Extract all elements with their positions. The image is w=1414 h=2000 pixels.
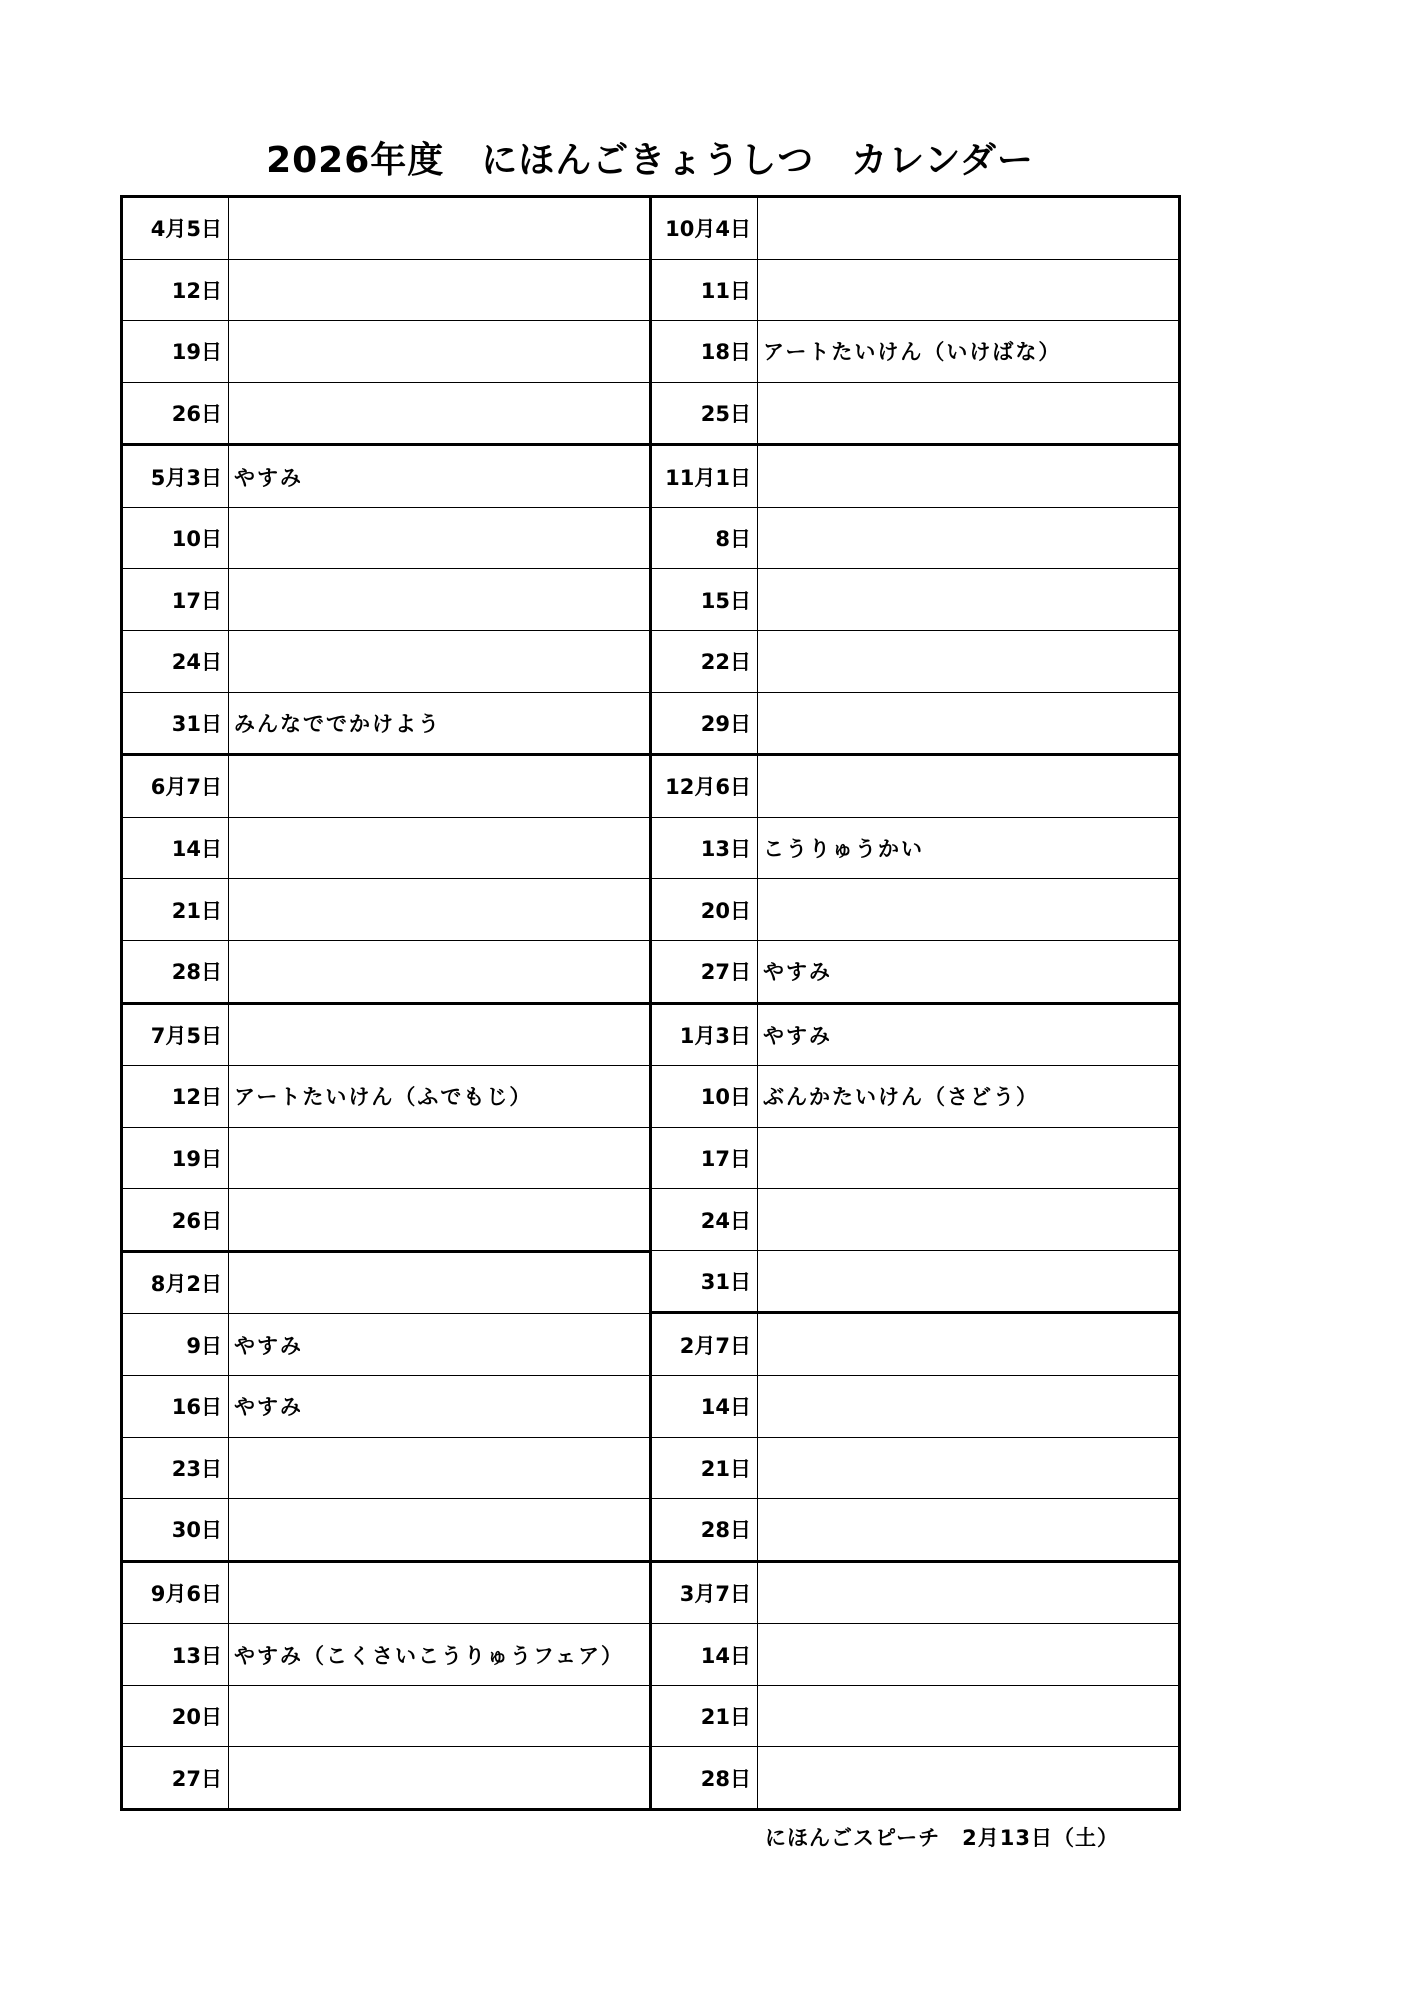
date-cell: 31日 bbox=[123, 693, 229, 754]
event-cell: アートたいけん（いけばな） bbox=[763, 340, 1062, 365]
date-cell: 12日 bbox=[123, 260, 229, 321]
calendar-row bbox=[123, 753, 649, 817]
date-cell: 27日 bbox=[123, 1747, 229, 1808]
date-cell: 9日 bbox=[123, 1314, 229, 1375]
calendar-row bbox=[652, 1498, 1178, 1560]
date-cell: 19日 bbox=[123, 1128, 229, 1189]
date-cell: 14日 bbox=[652, 1376, 758, 1437]
event-cell bbox=[758, 1747, 1178, 1808]
calendar-row bbox=[123, 878, 649, 940]
calendar-row bbox=[123, 1375, 649, 1437]
calendar-row bbox=[123, 817, 649, 879]
date-cell: 24日 bbox=[123, 631, 229, 692]
event-cell bbox=[229, 569, 649, 630]
event-cell bbox=[229, 818, 649, 879]
event-cell bbox=[229, 756, 649, 817]
calendar-row bbox=[652, 1560, 1178, 1624]
event-cell bbox=[758, 260, 1178, 321]
calendar-row bbox=[652, 259, 1178, 321]
calendar-row bbox=[652, 1311, 1178, 1375]
date-cell: 19日 bbox=[123, 321, 229, 382]
calendar-row bbox=[123, 1127, 649, 1189]
calendar-row bbox=[123, 1002, 649, 1066]
calendar-row bbox=[652, 878, 1178, 940]
date-cell: 3月7日 bbox=[652, 1563, 758, 1624]
calendar-row bbox=[652, 1746, 1178, 1808]
calendar-row bbox=[123, 1250, 649, 1314]
calendar-row bbox=[652, 443, 1178, 507]
event-cell bbox=[758, 508, 1178, 569]
date-cell: 28日 bbox=[652, 1747, 758, 1808]
event-cell bbox=[758, 569, 1178, 630]
event-cell bbox=[229, 383, 649, 444]
event-cell bbox=[229, 260, 649, 321]
calendar-row bbox=[123, 382, 649, 444]
calendar-column-oct-mar bbox=[649, 198, 1178, 1808]
event-cell bbox=[758, 198, 1178, 259]
date-cell: 20日 bbox=[123, 1686, 229, 1747]
event-cell bbox=[229, 1563, 649, 1624]
event-cell bbox=[758, 1251, 1178, 1312]
date-cell: 29日 bbox=[652, 693, 758, 754]
event-cell bbox=[758, 1624, 1178, 1685]
calendar-row bbox=[652, 1188, 1178, 1250]
calendar-row bbox=[652, 1623, 1178, 1685]
event-cell bbox=[758, 1189, 1178, 1250]
date-cell: 8月2日 bbox=[123, 1253, 229, 1314]
calendar-row bbox=[652, 382, 1178, 444]
date-cell: 13日 bbox=[123, 1624, 229, 1685]
event-cell bbox=[229, 508, 649, 569]
calendar-row bbox=[123, 1623, 649, 1685]
event-cell: やすみ bbox=[234, 465, 303, 490]
date-cell: 4月5日 bbox=[123, 198, 229, 259]
date-cell: 14日 bbox=[123, 818, 229, 879]
date-cell: 8日 bbox=[652, 508, 758, 569]
calendar-row bbox=[123, 1560, 649, 1624]
event-cell bbox=[229, 1189, 649, 1250]
calendar-row bbox=[123, 1685, 649, 1747]
date-cell: 7月5日 bbox=[123, 1005, 229, 1066]
calendar-row bbox=[123, 320, 649, 382]
date-cell: 6月7日 bbox=[123, 756, 229, 817]
date-cell: 17日 bbox=[652, 1128, 758, 1189]
date-cell: 2月7日 bbox=[652, 1314, 758, 1375]
calendar-row bbox=[652, 1002, 1178, 1066]
calendar-row bbox=[123, 198, 649, 259]
date-cell: 11日 bbox=[652, 260, 758, 321]
event-cell bbox=[758, 1563, 1178, 1624]
event-cell bbox=[758, 1376, 1178, 1437]
calendar-row bbox=[652, 507, 1178, 569]
calendar-row bbox=[652, 198, 1178, 259]
calendar-row bbox=[652, 1375, 1178, 1437]
calendar-row bbox=[123, 940, 649, 1002]
date-cell: 12日 bbox=[123, 1066, 229, 1127]
date-cell: 13日 bbox=[652, 818, 758, 879]
event-cell: やすみ bbox=[234, 1395, 303, 1420]
date-cell: 11月1日 bbox=[652, 446, 758, 507]
event-cell: やすみ bbox=[763, 1023, 832, 1048]
event-cell bbox=[229, 1253, 649, 1314]
calendar-row bbox=[652, 568, 1178, 630]
event-cell: ぶんかたいけん（さどう） bbox=[763, 1085, 1039, 1110]
calendar-row bbox=[652, 1437, 1178, 1499]
date-cell: 9月6日 bbox=[123, 1563, 229, 1624]
event-cell bbox=[229, 879, 649, 940]
calendar-row bbox=[652, 1127, 1178, 1189]
calendar-row bbox=[123, 443, 649, 507]
date-cell: 15日 bbox=[652, 569, 758, 630]
event-cell bbox=[229, 1128, 649, 1189]
date-cell: 10日 bbox=[652, 1066, 758, 1127]
event-cell bbox=[229, 631, 649, 692]
date-cell: 10日 bbox=[123, 508, 229, 569]
event-cell bbox=[758, 693, 1178, 754]
date-cell: 31日 bbox=[652, 1251, 758, 1312]
event-cell: やすみ（こくさいこうりゅうフェア） bbox=[234, 1643, 624, 1668]
calendar-row bbox=[652, 753, 1178, 817]
date-cell: 28日 bbox=[123, 941, 229, 1002]
calendar-row bbox=[123, 1188, 649, 1250]
calendar-row bbox=[652, 320, 1178, 382]
event-cell bbox=[758, 756, 1178, 817]
date-cell: 22日 bbox=[652, 631, 758, 692]
event-cell bbox=[758, 383, 1178, 444]
event-cell bbox=[758, 631, 1178, 692]
event-cell bbox=[229, 198, 649, 259]
calendar-row bbox=[123, 259, 649, 321]
calendar-row bbox=[652, 817, 1178, 879]
event-cell bbox=[758, 1499, 1178, 1560]
event-cell: やすみ bbox=[763, 960, 832, 985]
date-cell: 21日 bbox=[652, 1686, 758, 1747]
date-cell: 1月3日 bbox=[652, 1005, 758, 1066]
event-cell bbox=[229, 1747, 649, 1808]
calendar-row bbox=[123, 568, 649, 630]
calendar-row bbox=[123, 630, 649, 692]
date-cell: 28日 bbox=[652, 1499, 758, 1560]
event-cell bbox=[229, 1438, 649, 1499]
date-cell: 20日 bbox=[652, 879, 758, 940]
footer-note: にほんごスピーチ 2月13日（土） bbox=[765, 1826, 1119, 1850]
event-cell bbox=[758, 879, 1178, 940]
event-cell bbox=[229, 321, 649, 382]
calendar-row bbox=[652, 630, 1178, 692]
calendar-row bbox=[652, 1250, 1178, 1312]
date-cell: 27日 bbox=[652, 941, 758, 1002]
event-cell bbox=[229, 1499, 649, 1560]
date-cell: 25日 bbox=[652, 383, 758, 444]
date-cell: 23日 bbox=[123, 1438, 229, 1499]
calendar-row bbox=[123, 1437, 649, 1499]
date-cell: 17日 bbox=[123, 569, 229, 630]
calendar-row bbox=[652, 1685, 1178, 1747]
event-cell bbox=[229, 941, 649, 1002]
calendar-row bbox=[652, 940, 1178, 1002]
date-cell: 21日 bbox=[123, 879, 229, 940]
calendar-row bbox=[123, 1498, 649, 1560]
event-cell: みんなででかけよう bbox=[234, 711, 441, 736]
calendar-row bbox=[652, 692, 1178, 754]
date-cell: 18日 bbox=[652, 321, 758, 382]
event-cell bbox=[758, 1686, 1178, 1747]
date-cell: 26日 bbox=[123, 383, 229, 444]
date-cell: 30日 bbox=[123, 1499, 229, 1560]
event-cell: やすみ bbox=[234, 1333, 303, 1358]
calendar-row bbox=[123, 1065, 649, 1127]
date-cell: 14日 bbox=[652, 1624, 758, 1685]
event-cell bbox=[758, 446, 1178, 507]
date-cell: 24日 bbox=[652, 1189, 758, 1250]
event-cell bbox=[758, 1314, 1178, 1375]
event-cell bbox=[758, 1128, 1178, 1189]
calendar-column-apr-sep bbox=[123, 198, 649, 1808]
event-cell bbox=[758, 1438, 1178, 1499]
calendar-row bbox=[123, 507, 649, 569]
date-cell: 16日 bbox=[123, 1376, 229, 1437]
calendar-table bbox=[120, 195, 1181, 1811]
calendar-row bbox=[123, 1313, 649, 1375]
date-cell: 12月6日 bbox=[652, 756, 758, 817]
calendar-row bbox=[123, 692, 649, 754]
calendar-row bbox=[652, 1065, 1178, 1127]
date-cell: 5月3日 bbox=[123, 446, 229, 507]
calendar-row bbox=[123, 1746, 649, 1808]
date-cell: 26日 bbox=[123, 1189, 229, 1250]
page-title: 2026年度 にほんごきょうしつ カレンダー bbox=[266, 140, 1034, 181]
date-cell: 10月4日 bbox=[652, 198, 758, 259]
event-cell bbox=[229, 1686, 649, 1747]
event-cell bbox=[229, 1005, 649, 1066]
event-cell: こうりゅうかい bbox=[763, 837, 924, 862]
event-cell: アートたいけん（ふでもじ） bbox=[234, 1085, 533, 1110]
date-cell: 21日 bbox=[652, 1438, 758, 1499]
